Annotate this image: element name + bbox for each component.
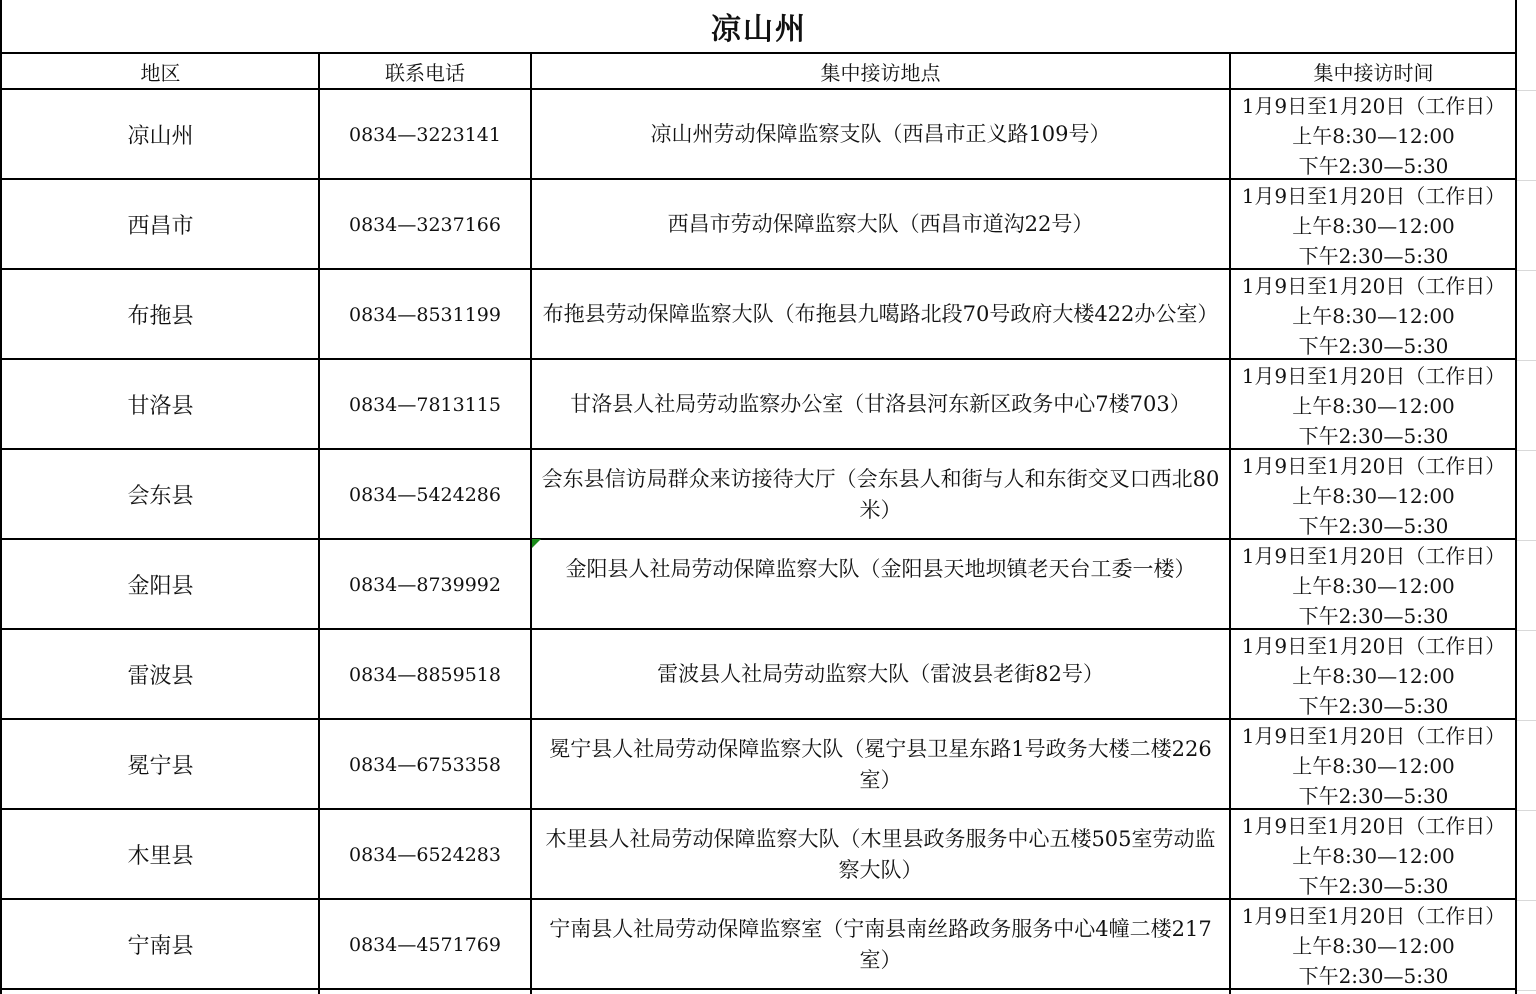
cell-place: 布拖县劳动保障监察大队（布拖县九噶路北段70号政府大楼422办公室） (542, 302, 1219, 326)
time-line: 1月9日至1月20日（工作日） (1241, 544, 1506, 568)
time-line: 上午8:30—12:00 (1292, 574, 1455, 598)
grid-hline (0, 358, 1517, 360)
time-line: 上午8:30—12:00 (1292, 934, 1455, 958)
header-place: 集中接访地点 (820, 61, 941, 85)
grid-hline (0, 988, 1517, 990)
grid-hline (0, 628, 1517, 630)
cell-region: 冕宁县 (127, 754, 194, 779)
sheet-gridline (1517, 180, 1536, 181)
cell-phone: 0834—8739992 (349, 573, 501, 596)
time-line: 1月9日至1月20日（工作日） (1241, 454, 1506, 478)
cell-place: 会东县信访局群众来访接待大厅（会东县人和街与人和东街交叉口西北80米） (541, 466, 1220, 522)
grid-hline (0, 898, 1517, 900)
grid-hline (0, 178, 1517, 180)
cell-region: 甘洛县 (127, 394, 194, 419)
time-line: 上午8:30—12:00 (1292, 844, 1455, 868)
cell-phone: 0834—8859518 (349, 663, 501, 686)
cell-phone: 0834—8531199 (349, 303, 501, 326)
grid-vline (318, 52, 320, 994)
grid-hline (0, 808, 1517, 810)
sheet-gridline (1517, 360, 1536, 361)
cell-place: 雷波县人社局劳动监察大队（雷波县老街82号） (657, 662, 1104, 686)
cell-place: 凉山州劳动保障监察支队（西昌市正义路109号） (650, 122, 1111, 146)
cell-time (1231, 90, 1516, 179)
cell-region: 西昌市 (127, 214, 194, 239)
sheet-gridline (1517, 540, 1536, 541)
time-line: 上午8:30—12:00 (1292, 754, 1455, 778)
table-title: 凉山州 (711, 12, 807, 47)
time-line: 下午2:30—5:30 (1298, 334, 1449, 358)
cell-place: 宁南县人社局劳动保障监察室（宁南县南丝路政务服务中心4幢二楼217室） (549, 916, 1212, 972)
time-line: 上午8:30—12:00 (1292, 664, 1455, 688)
sheet-gridline (1517, 810, 1536, 811)
time-line: 下午2:30—5:30 (1298, 784, 1449, 808)
cell-time (1231, 360, 1516, 449)
time-line: 下午2:30—5:30 (1298, 424, 1449, 448)
cell-time (1231, 630, 1516, 719)
time-line: 下午2:30—5:30 (1298, 694, 1449, 718)
sheet-gridline (1517, 990, 1536, 991)
cell-phone: 0834—4571769 (349, 933, 501, 956)
time-line: 上午8:30—12:00 (1292, 124, 1455, 148)
cell-place: 甘洛县人社局劳动监察办公室（甘洛县河东新区政务中心7楼703） (570, 392, 1191, 416)
grid-vline (530, 52, 532, 994)
sheet-gridline (1517, 450, 1536, 451)
time-line: 1月9日至1月20日（工作日） (1241, 274, 1506, 298)
header-phone: 联系电话 (385, 61, 465, 85)
cell-phone: 0834—6524283 (349, 843, 501, 866)
sheet-gridline (1517, 900, 1536, 901)
cell-time (1231, 540, 1516, 629)
cell-place: 冕宁县人社局劳动保障监察大队（冕宁县卫星东路1号政务大楼二楼226室） (549, 736, 1212, 792)
time-line: 1月9日至1月20日（工作日） (1241, 364, 1506, 388)
grid-vline (1515, 0, 1517, 994)
grid-vline (0, 0, 2, 994)
time-line: 1月9日至1月20日（工作日） (1241, 904, 1506, 928)
grid-hline (0, 52, 1517, 54)
time-line: 上午8:30—12:00 (1292, 304, 1455, 328)
time-line: 1月9日至1月20日（工作日） (1241, 94, 1506, 118)
cell-region: 雷波县 (127, 664, 194, 689)
cell-region: 宁南县 (127, 934, 194, 959)
grid-hline (0, 718, 1517, 720)
sheet-gridline (1517, 90, 1536, 91)
sheet-gridline (1517, 270, 1536, 271)
grid-hline (0, 538, 1517, 540)
cell-region: 布拖县 (127, 304, 194, 329)
cell-time (1231, 720, 1516, 809)
grid-hline (0, 448, 1517, 450)
cell-phone: 0834—5424286 (349, 483, 501, 506)
cell-time (1231, 180, 1516, 269)
time-line: 下午2:30—5:30 (1298, 244, 1449, 268)
grid-hline (0, 268, 1517, 270)
time-line: 上午8:30—12:00 (1292, 394, 1455, 418)
time-line: 1月9日至1月20日（工作日） (1241, 634, 1506, 658)
cell-place: 金阳县人社局劳动保障监察大队（金阳县天地坝镇老天台工委一楼） (565, 557, 1196, 581)
cell-region: 木里县 (127, 844, 194, 869)
cell-region: 会东县 (127, 484, 194, 509)
sheet-gridline (1517, 720, 1536, 721)
time-line: 下午2:30—5:30 (1298, 154, 1449, 178)
cell-phone: 0834—3237166 (349, 213, 501, 236)
time-line: 下午2:30—5:30 (1298, 604, 1449, 628)
time-line: 上午8:30—12:00 (1292, 214, 1455, 238)
grid-vline (1229, 52, 1231, 994)
time-line: 下午2:30—5:30 (1298, 514, 1449, 538)
time-line: 下午2:30—5:30 (1298, 874, 1449, 898)
sheet-gridline (1517, 630, 1536, 631)
time-line: 上午8:30—12:00 (1292, 484, 1455, 508)
grid-hline (0, 88, 1517, 90)
time-line: 1月9日至1月20日（工作日） (1241, 724, 1506, 748)
cell-phone: 0834—3223141 (349, 123, 501, 146)
cell-time (1231, 270, 1516, 359)
cell-region: 凉山州 (127, 124, 194, 149)
time-line: 1月9日至1月20日（工作日） (1241, 814, 1506, 838)
cell-region: 金阳县 (127, 574, 194, 599)
header-region: 地区 (140, 61, 181, 85)
header-time: 集中接访时间 (1313, 61, 1434, 85)
cell-time (1231, 450, 1516, 539)
cell-phone: 0834—6753358 (349, 753, 501, 776)
comment-indicator-icon (532, 539, 541, 548)
time-line: 1月9日至1月20日（工作日） (1241, 184, 1506, 208)
time-line: 下午2:30—5:30 (1298, 964, 1449, 988)
cell-place: 木里县人社局劳动保障监察大队（木里县政务服务中心五楼505室劳动监察大队） (545, 826, 1216, 882)
cell-place: 西昌市劳动保障监察大队（西昌市道沟22号） (667, 212, 1094, 236)
cell-phone: 0834—7813115 (349, 393, 501, 416)
cell-time (1231, 810, 1516, 899)
cell-time (1231, 900, 1516, 989)
